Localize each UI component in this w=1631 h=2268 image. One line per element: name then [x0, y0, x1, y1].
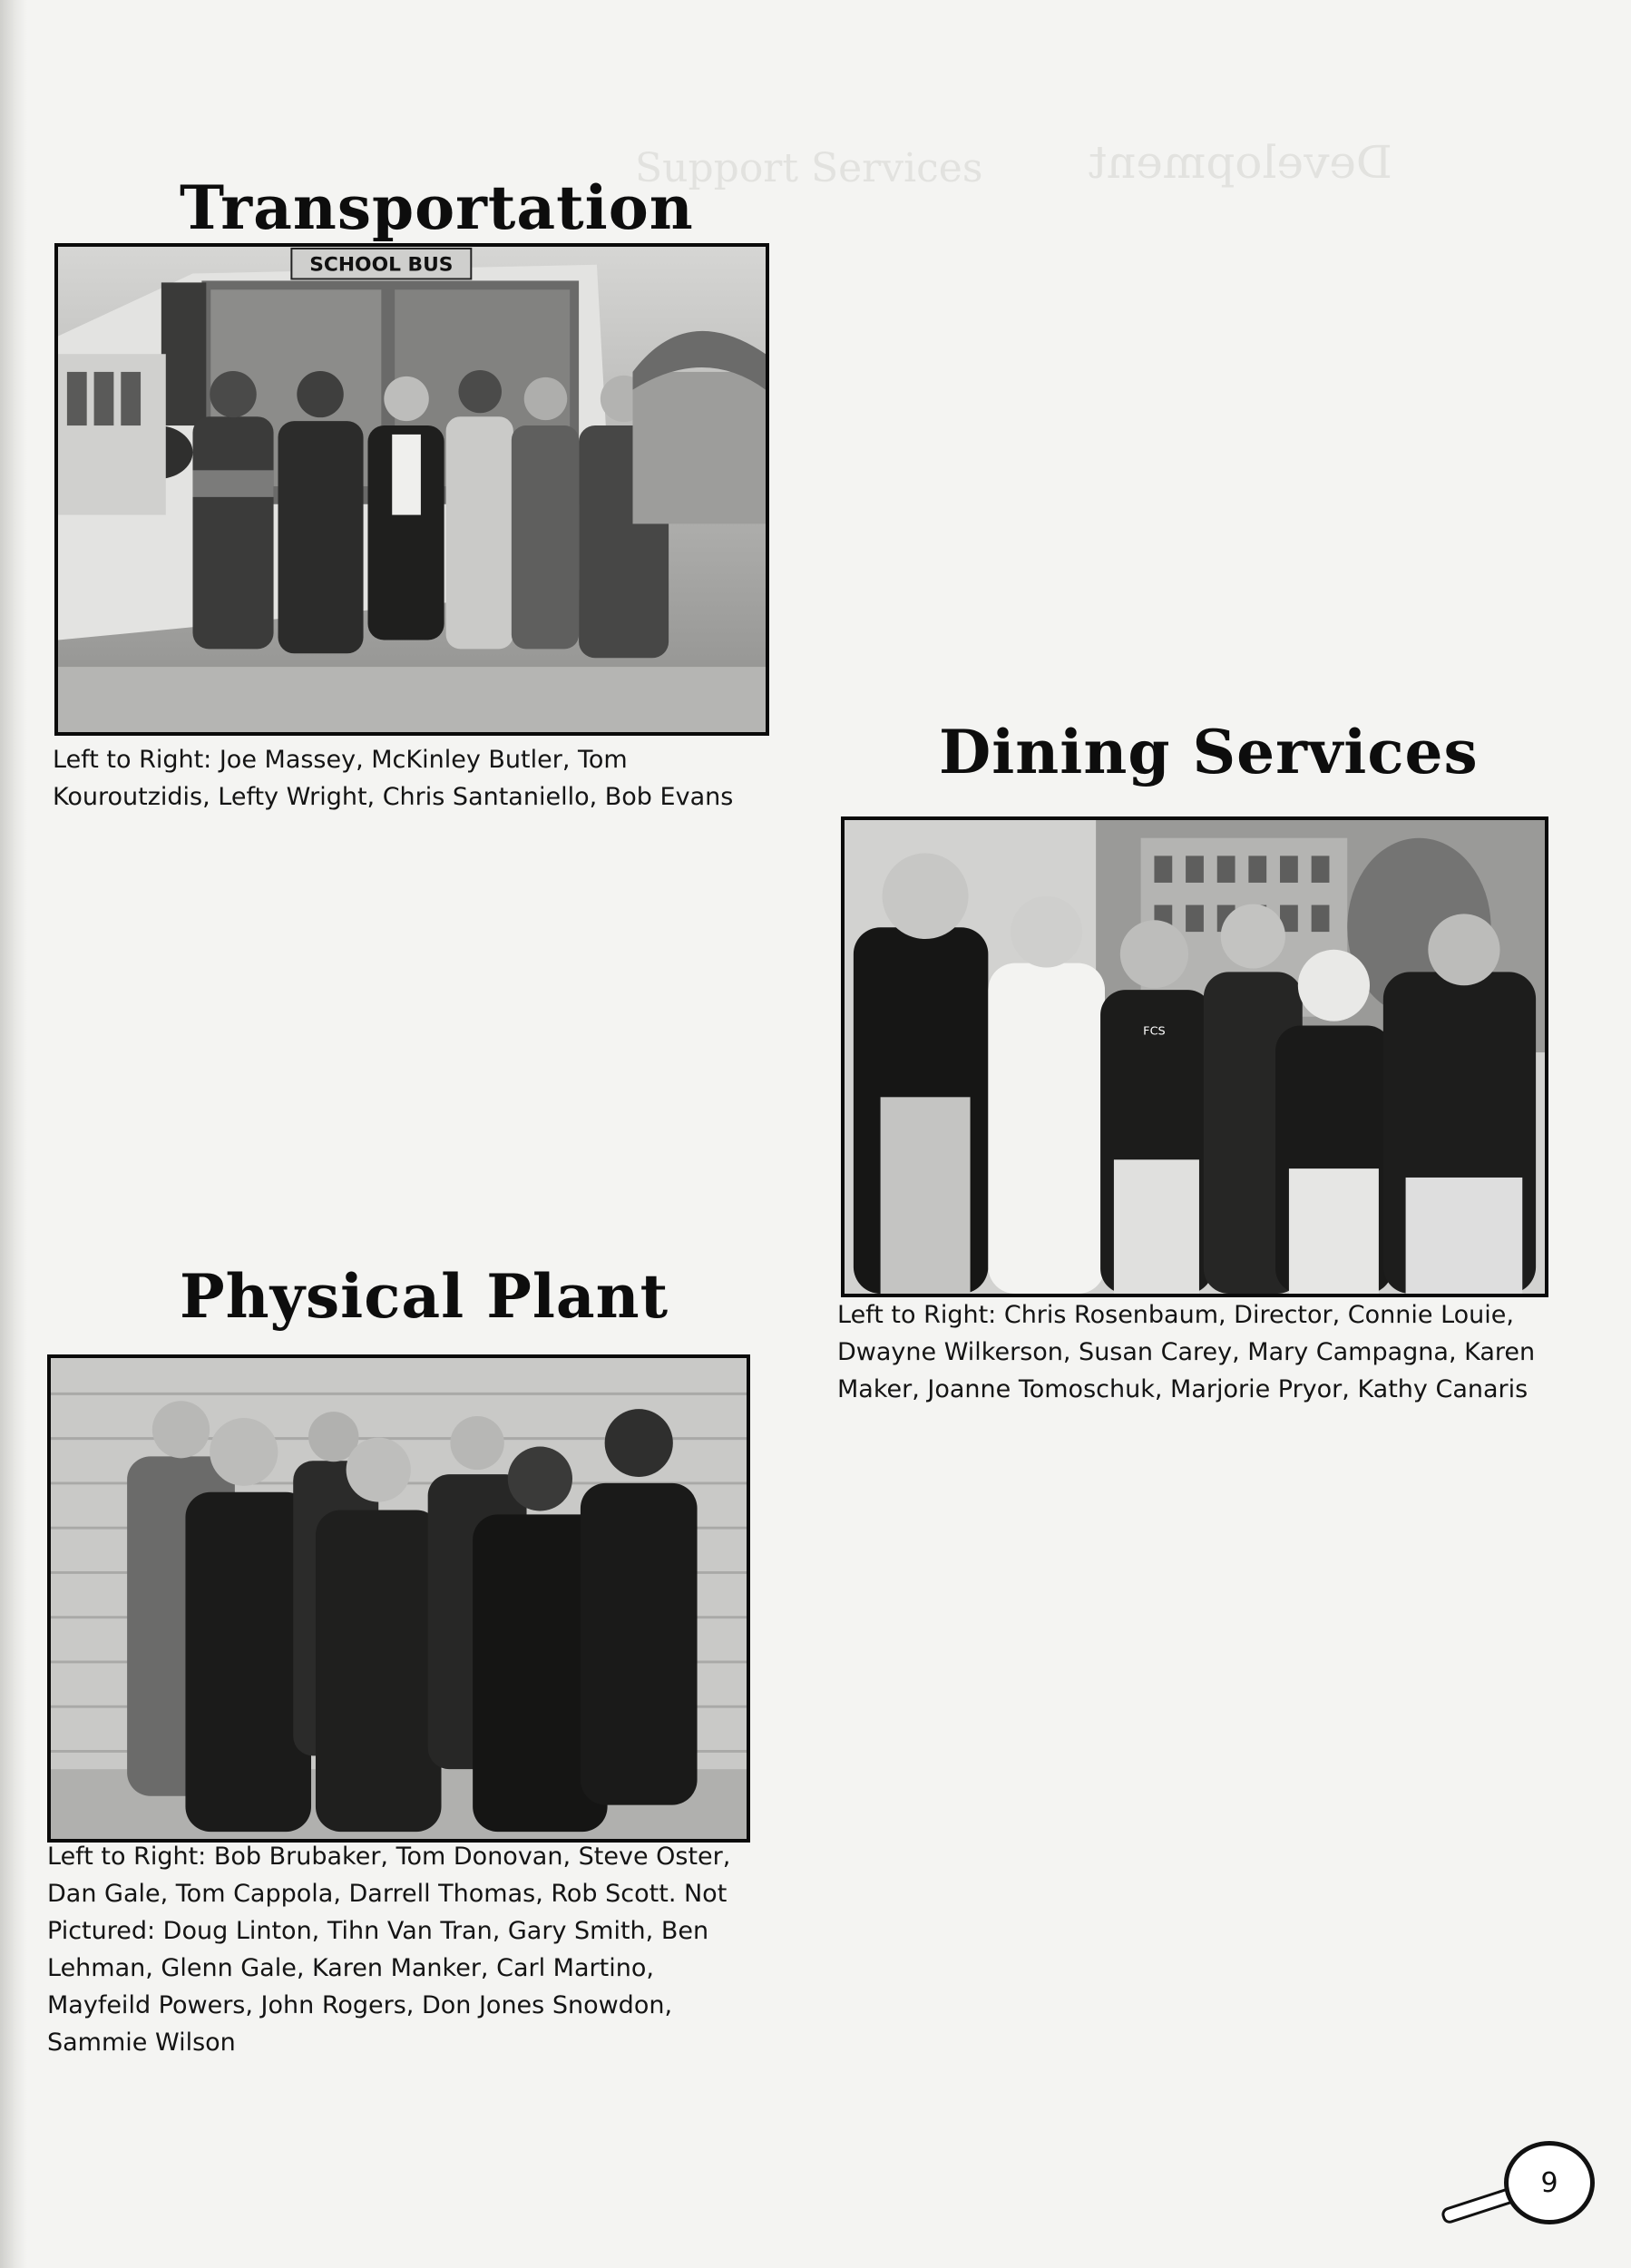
physical-plant-title: Physical Plant	[180, 1261, 669, 1332]
page-number: 9	[1504, 2141, 1595, 2224]
dining-services-photo-image	[845, 820, 1545, 1294]
school-bus-sign: SCHOOL BUS	[309, 253, 454, 277]
transportation-title: Transportation	[180, 172, 694, 243]
transportation-photo-image	[58, 247, 766, 732]
physical-plant-photo	[47, 1354, 750, 1843]
shirt-logo: FCS	[1143, 1024, 1166, 1039]
page-binding-edge	[0, 0, 27, 2268]
physical-plant-photo-image	[51, 1358, 747, 1839]
dining-services-caption: Left to Right: Chris Rosenbaum, Director, Connie Louie, Dwayne Wilkerson, Susan Carey, Mary Campagna, Karen Maker, Joanne Tomoschuk, Marjorie Pryor, Kathy Canaris	[837, 1301, 1536, 1403]
dining-services-title: Dining Services	[939, 717, 1479, 787]
bleed-through-heading-support: Support Services	[635, 145, 983, 191]
transportation-caption: Left to Right: Joe Massey, McKinley Butler, Tom Kouroutzidis, Lefty Wright, Chris Santaniello, Bob Evans	[53, 746, 734, 811]
physical-plant-caption: Left to Right: Bob Brubaker, Tom Donovan, Steve Oster, Dan Gale, Tom Cappola, Darrell Thomas, Rob Scott. Not Pictured: Doug Linton, Tihn Van Tran, Gary Smith, Ben Lehman, Glenn Gale, Karen Manker, Carl Martino, Mayfeild Powers, John Rogers, Don Jones Snowdon, Sammie Wilson	[47, 1843, 731, 2057]
bleed-through-heading-development: Development	[1089, 136, 1392, 189]
dining-services-photo	[841, 816, 1548, 1297]
page-number-badge	[1441, 2141, 1604, 2241]
transportation-photo	[54, 243, 769, 736]
